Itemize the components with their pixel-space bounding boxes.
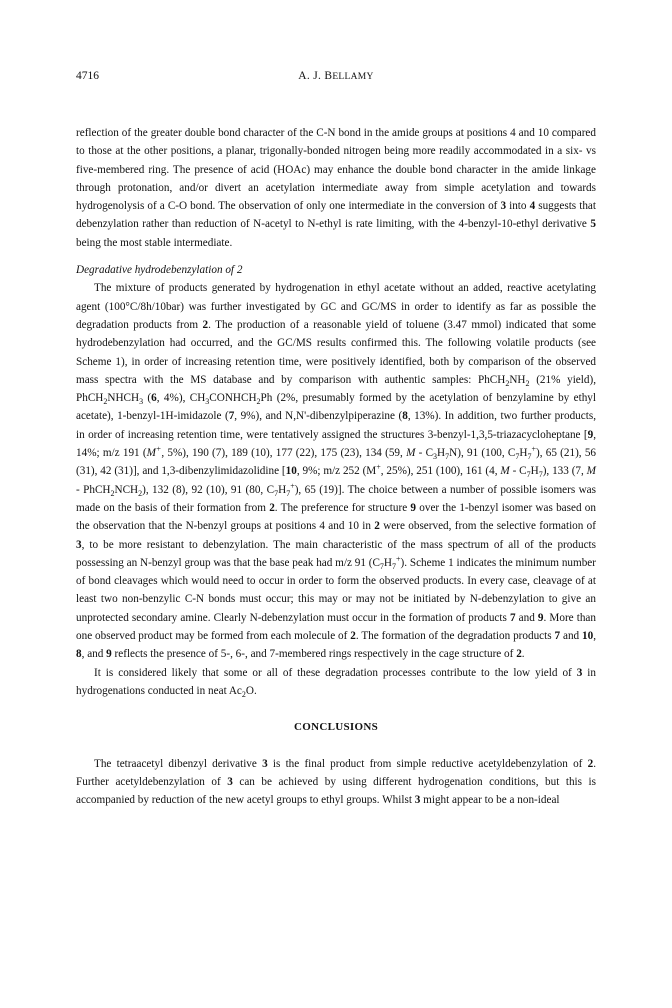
page-header	[76, 70, 596, 88]
page-number: 4716	[76, 70, 99, 82]
conclusions-heading: CONCLUSIONS	[294, 721, 378, 734]
paragraph-2: The mixture of products generated by hydrogenation in ethyl acetate without an added, reactive acetylating agent (100°C/8h/10bar) was further investigated by GC and GC/MS in order to identify as far as possible the degradation products from 2. The production of a reasonable yield of toluene (3.47 mmol) indicated that some hydrodebenzylation had occurred, and the GC/MS results confirmed this. The following volatile products (see Scheme 1), in order of increasing retention time, were positively identified, both by comparison of the observed mass spectra with the MS database and by comparison with authentic samples: $PhCH_2NH_2$ (21% yield), $PhCH_2NHCH_3$ (6, 4%), $CH_3CONHCH_2Ph$ (2%, presumably formed by the acetylation of benzylamine by ethyl acetate), 1-benzyl-1H-imidazole (7, 9%), and N,N'-dibenzylpiperazine (8, 13%). In addition, two further products, in order of increasing retention time, were tentatively assigned the structures 3-benzyl-1,3,5-triazacycloheptane [9, 14%; m/z 191 (M+, 5%), 190 (7), 189 (10), 177 (22), 175 (23), 134 (59, M - $C_3H_7N$), 91 (100, $C_7H_7^+$), 65 (21), 56 (31), 42 (31)], and 1,3-dibenzylimidazolidine [10, 9%; m/z 252 (M+, 25%), 251 (100), 161 (4, M - $C_7H_7$), 133 (7, M - $PhCH_2NCH_2$), 132 (8), 92 (10), 91 (80, $C_7H_7^+$), 65 (19)]. The choice between a number of possible isomers was made on the basis of their formation from 2. The preference for structure 9 over the 1-benzyl isomer was based on the observation that the N-benzyl groups at positions 4 and 10 in 2 were observed, from the selective formation of 3, to be more resistant to debenzylation. The main characteristic of the mass spectrum of all of the products possessing an N-benzyl group was that the base peak had m/z 91 $(C_7H_7^+)$. Scheme 1 indicates the minimum number of bond cleavages which would need to occur in order to form the observed products. In every case, cleavage of at least two non-benzylic C-N bonds must occur; this may or may not be initiated by N-debenzylation to give an unprotected secondary amine. Clearly N-debenzylation must occur in the formation of products 7 and 9. More than one observed product may be formed from each molecule of 2. The formation of the degradation products 7 and 10, 8, and 9 reflects the presence of 5-, 6-, and 7-membered rings respectively in the cage structure of 2.	[76, 282, 597, 661]
paragraph-4: The tetraacetyl dibenzyl derivative 3 is the final product from simple reductive acetyldebenzylation of 2. Further acetyldebenzylation of 3 can be achieved by using different hydrogenation conditions, but this is accompanied by reduction of the new acetyl groups to ethyl groups. Whilst 3 might appear to be a non-ideal	[76, 757, 596, 807]
paragraph-3: It is considered likely that some or all of these degradation processes contribute to the low yield of 3 in hydrogenations conducted in neat $Ac_2O$.	[76, 666, 596, 700]
author-name-smallcaps: ELLAMY	[332, 72, 374, 82]
section-heading: Degradative hydrodebenzylation of 2	[76, 264, 243, 277]
author-name: A. J. B	[298, 70, 333, 82]
body-text	[76, 124, 596, 809]
running-head	[76, 70, 596, 82]
paragraph-1: reflection of the greater double bond character of the C-N bond in the amide groups at positions 4 and 10 compared to those at the other positions, a planar, trigonally-bonded nitrogen being more readily accommodated in a six- vs five-membered ring. The presence of acid (HOAc) may enhance the double bond character in the amide linkage through protonation, and/or divert an acetylation intermediate away from simple acetylation and towards hydrogenolysis of a C-O bond. The observation of only one intermediate in the conversion of 3 into 4 suggests that debenzylation rather than reduction of N-acetyl to N-ethyl is rate limiting, with the 4-benzyl-10-ethyl derivative 5 being the most stable intermediate.	[76, 127, 596, 249]
